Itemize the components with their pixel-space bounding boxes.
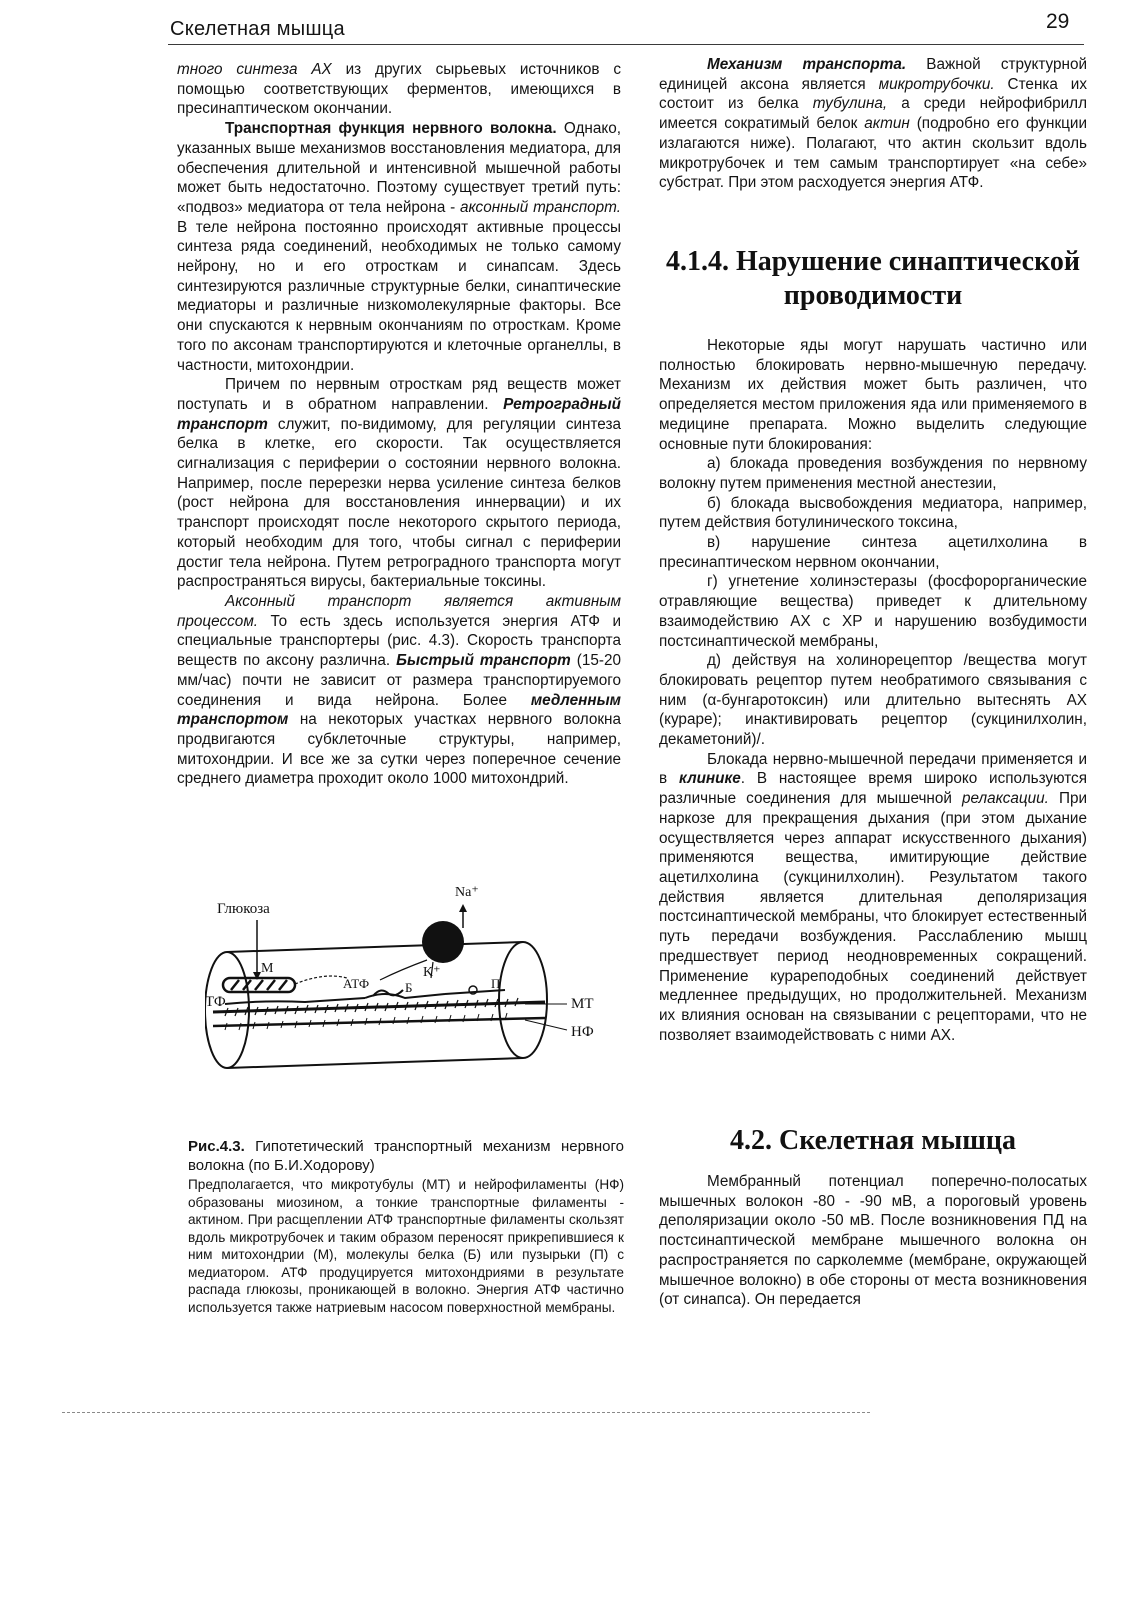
transport-filament	[225, 998, 365, 1004]
right-column-bottom	[659, 1172, 1087, 1310]
paragraph-skeletal-muscle: Мембранный потенциал поперечно-полосатых мышечных волокон -80 - -90 мВ, а пороговый уровень деполяризации около -50 мВ. После возникновения ПД на постсинаптической мембране мышечного волокна он распространяется по сарколемме (мембране, окружающей мышечное волокно) в обе стороны от места возникновения (от синапса). Он передается	[659, 1173, 1087, 1309]
paragraph-active-process	[177, 592, 621, 789]
section-heading-4-2: 4.2. Скелетная мышца	[730, 1125, 1016, 1156]
paragraph-transport-function	[177, 119, 621, 375]
caption-title-text: Гипотетический транспортный механизм нервного волокна (по Б.И.Ходорову)	[188, 1138, 624, 1174]
left-column	[177, 60, 621, 789]
paragraph-retrograde	[177, 375, 621, 592]
label-potassium: K⁺	[423, 965, 441, 980]
figure-diagram	[205, 880, 625, 1105]
text-run: из других сырьевых источников с помощью соответствующих ферментов, имеющихся в пресинаптическом окончании.	[177, 61, 621, 118]
text-run: . В настоящее время широко используются различные соединения для мышечной	[659, 770, 1087, 808]
italic-term: релаксации.	[962, 790, 1049, 808]
neurofilament-hatching	[225, 1013, 507, 1030]
italic-term: тного синтеза АХ	[177, 61, 332, 78]
text-run: Причем по нервным отросткам ряд веществ может поступать и в обратном направлении.	[177, 376, 621, 413]
list-item-v: в) нарушение синтеза ацетилхолина в пресинаптическом нервном окончании,	[659, 534, 1087, 571]
bold-italic-term: Ретроградный транспорт	[177, 395, 621, 433]
list-item-d: д) действуя на холинорецептор /вещества могут блокировать рецептор путем необратимого связывания с ним (α-бунгаротоксин) или длительно вытеснять АХ (кураре); инактивировать рецептор (сукцинилхолин, декаметоний)/.	[659, 652, 1087, 749]
text-run: а среди нейрофибрилл имеется сократимый белок	[659, 95, 1087, 133]
italic-term: тубулина,	[812, 95, 888, 113]
atp-flow-arrow	[295, 976, 347, 984]
text-run: (15-20 мм/час) почти не зависит от размера транспортируемого соединения и вида нейрона. Более	[177, 652, 621, 709]
caption-title	[188, 1137, 624, 1175]
paragraph-transport-mechanism	[659, 55, 1087, 193]
pump-atp-arrow	[380, 960, 427, 980]
figure-transport-mechanism	[205, 880, 625, 1105]
right-column-middle	[659, 336, 1087, 1045]
bold-italic-term: Быстрый транспорт	[396, 652, 571, 670]
na-arrow-head	[459, 904, 467, 912]
text-run: Важной структурной единицей аксона является	[659, 56, 1087, 93]
mitochondrion-cristae	[231, 980, 287, 990]
caption-label: Рис.4.3.	[188, 1138, 245, 1155]
right-column-top	[659, 55, 1087, 193]
bold-italic-term: клинике	[678, 770, 741, 788]
caption-body: Предполагается, что микротубулы (МТ) и нейрофиламенты (НФ) образованы миозином, а тонкие транспортные филаменты - актином. При расщеплении АТФ транспортные филаменты скользят вдоль микротрубочек и таким образом переносят прикрепившиеся к ним митохондрии (М), молекулы белка (Б) или пузырьки (П) с медиатором. АТФ продуцируется митохондриями в результате распада глюкозы, проникающей в волокно. Энергия АТФ частично используется также натриевым насосом поверхностной мембраны.	[188, 1177, 624, 1315]
list-item-g: г) угнетение холинэстеразы (фосфорорганические отравляющие вещества) приведет к длительному взаимодействию АХ с ХР и нарушению возбудимости постсинаптической мембраны,	[659, 573, 1087, 650]
italic-term: микротрубочки.	[878, 75, 995, 93]
italic-term: аксонный транспорт.	[460, 198, 621, 216]
section-heading-4-1-4: 4.1.4. Нарушение синаптической проводимости	[666, 246, 1080, 311]
label-mitochondria: М	[261, 961, 274, 976]
run-in-heading: Механизм транспорта.	[707, 56, 907, 73]
label-vesicle: П	[491, 976, 501, 991]
running-title: Скелетная мышца	[170, 18, 345, 40]
text-run: Однако, указанных выше механизмов восстановления медиатора, для обеспечения длительной и интенсивной мышечной работы может быть недостаточно. Поэтому существует третий путь: «подвоз» медиатора от тела нейрона -	[177, 120, 621, 216]
paragraph-poisons: Некоторые яды могут нарушать частично или полностью блокировать нервно-мышечную передачу. Механизм их действия может быть различен, что определяется местом приложения яда или применяемого в медицине препарата. Можно выделить следующие основные пути блокирования:	[659, 337, 1087, 453]
text-run: служит, по-видимому, для регуляции синтеза белка в клетке, его скорости. Так осуществляется сигнализация с периферии о состоянии нервного волокна. Например, после перерезки нерва усиление синтеза белков (рост нейрона для восстановления иннервации) и их транспорт происходят после некоторого скрытого периода, который необходим для того, чтобы сигнал с периферии достиг тела нейрона. Путем ретроградного транспорта могут распространяться вирусы, бактериальные токсины.	[177, 415, 621, 591]
label-transport-filaments: ТФ	[205, 994, 226, 1010]
label-atp: АТФ	[343, 976, 370, 991]
figure-caption	[188, 1137, 624, 1316]
label-neurofilaments: НФ	[571, 1024, 594, 1040]
header-rule	[168, 44, 1084, 45]
label-sodium: Na⁺	[455, 885, 479, 900]
run-in-heading: Транспортная функция нервного волокна.	[225, 120, 557, 138]
bold-italic-term: медленным транспортом	[177, 691, 621, 729]
text-run: Стенка их состоит из белка	[659, 75, 1087, 113]
paragraph-clinic	[659, 750, 1087, 1046]
text-run: на некоторых участках нервного волокна продвигаются субклеточные структуры, например, митохондрии. И все же за сутки через поперечное сечение среднего диаметра проходит около 1000 митохондрий.	[177, 711, 621, 788]
italic-term: Аксонный транспорт является активным процессом.	[177, 592, 621, 630]
axon-top-edge	[227, 942, 523, 952]
text-run: Блокада нервно-мышечной передачи применяется и в	[659, 750, 1087, 788]
axon-bottom-edge	[227, 1058, 523, 1068]
list-item-b: б) блокада высвобождения медиатора, например, путем действия ботулинического токсина,	[659, 494, 1087, 532]
list-item-a: а) блокада проведения возбуждения по нервному волокну путем применения местной анестезии,	[659, 455, 1087, 492]
italic-term: актин	[864, 115, 910, 133]
text-run: В теле нейрона постоянно происходят активные процессы синтеза ряда соединений, необходимых не только самому нейрону, но и его отросткам и синапсам. Здесь синтезируются различные структурные белки, синаптические медиаторы и различные низкомолекулярные факторы. Все они спускаются к нервным окончаниям по отросткам. Кроме того по аксонам транспортируются и клеточные органеллы, в частности, митохондрии.	[177, 218, 621, 374]
label-protein: Б	[405, 980, 413, 995]
axon-right-end	[499, 942, 547, 1058]
label-glucose: Глюкоза	[217, 901, 270, 917]
text-run: (подробно его функции излагаются ниже). Полагают, что актин скользит вдоль микротрубочек и тем самым транспортирует «на себе» субстрат. При этом расходуется энергия АТФ.	[659, 115, 1087, 192]
label-microtubules: МТ	[571, 996, 594, 1012]
text-run: При наркозе для прекращения дыхания (при этом дыхание осуществляется через аппарат искусственного дыхания) применяются вещества, имитирующие действие ацетилхолина (сукцинилхолин). Результатом такого действия является длительная деполяризация постсинаптической мембраны, что блокирует естественный путь передачи возбуждения. Расслаблению мышц предшествует период неодновременных сокращений. Применение курареподобных соединений действует медленнее предыдущих, но продолжительней. Механизм их влияния основан на связывании с рецепторами, что не позволяет взаимодействовать с ними АХ.	[659, 790, 1087, 1044]
sodium-pump	[422, 921, 464, 963]
scan-bottom-rule	[62, 1412, 870, 1413]
paragraph-synthesis	[177, 60, 621, 119]
text-run: То есть здесь используется энергия АТФ и специальные транспортеры (рис. 4.3). Скорость транспорта веществ по аксону различна.	[177, 612, 621, 670]
page-number: 29	[1046, 10, 1070, 33]
